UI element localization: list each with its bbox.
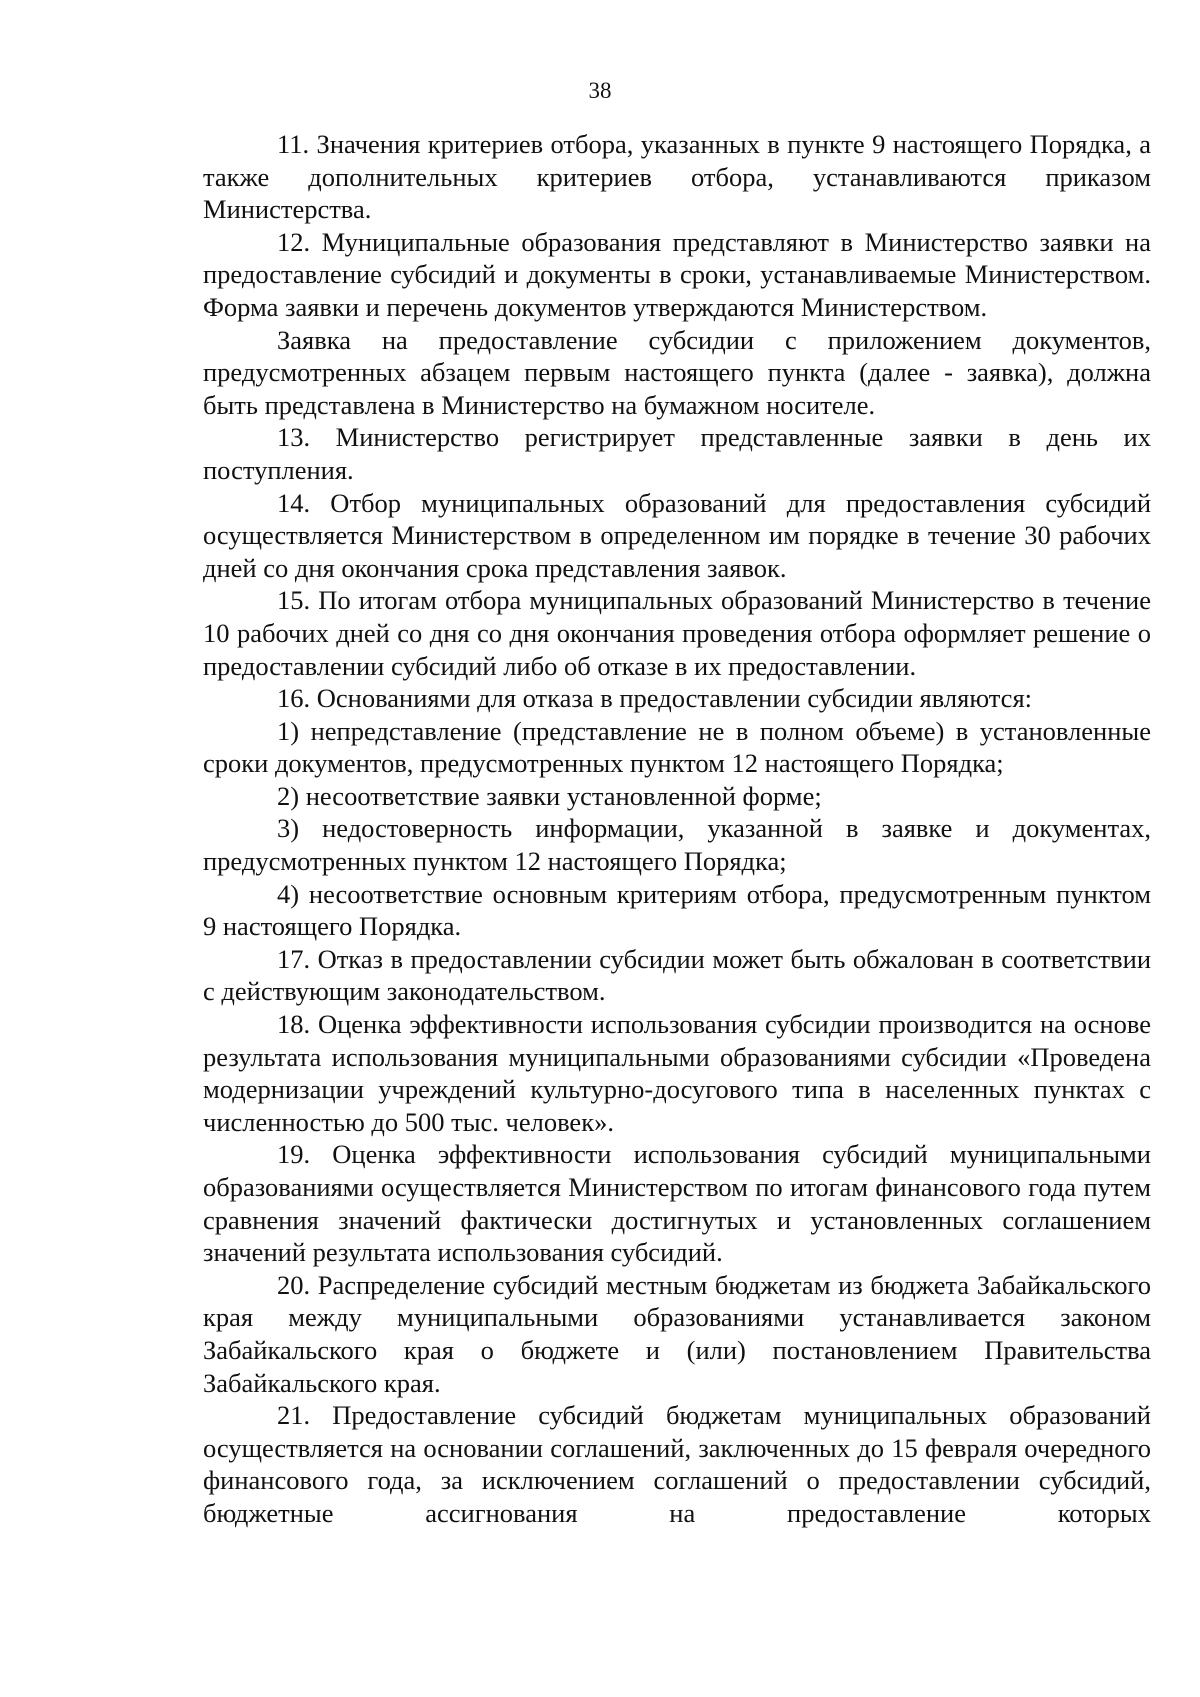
paragraph-17: 17. Отказ в предоставлении субсидии может быть обжалован в соответствии с действующим законодательством. [203, 943, 1151, 1007]
list-item-2: 2) несоответствие заявки установленной форме; [277, 780, 822, 811]
paragraph-11: 11. Значения критериев отбора, указанных в пункте 9 настоящего Порядка, а также дополнительных критериев отбора, устанавливаются приказом Министерства. [203, 129, 1151, 225]
paragraph-12: 12. Муниципальные образования представляют в Министерство заявки на предоставление субсидий и документы в сроки, устанавливаемые Министерством. Форма заявки и перечень документов утверждаются Министерством. [203, 226, 1151, 322]
list-item-3: 3) недостоверность информации, указанной в заявке и документах, предусмотренных пунктом 12 настоящего Порядка; [203, 813, 1151, 877]
paragraph-15: 15. По итогам отбора муниципальных образований Министерство в течение 10 рабочих дней со дня со дня окончания проведения отбора оформляет решение о предоставлении субсидий либо об отказе в их предоставлении. [203, 585, 1151, 681]
paragraph-12-application: Заявка на предоставление субсидии с приложением документов, предусмотренных абзацем первым настоящего пункта (далее - заявка), должна быть представлена в Министерство на бумажном носителе. [203, 324, 1151, 420]
list-item-1: 1) непредставление (представление не в полном объеме) в установленные сроки документов, предусмотренных пунктом 12 настоящего Порядка; [203, 715, 1151, 779]
paragraph-13: 13. Министерство регистрирует представленные заявки в день их поступления. [203, 422, 1151, 485]
list-item-4: 4) несоответствие основным критериям отбора, предусмотренным пунктом 9 настоящего Порядка. [203, 878, 1151, 942]
paragraph-18: 18. Оценка эффективности использования субсидии производится на основе результата использования муниципальными образованиями субсидии «Проведена модернизации учреждений культурно-досугового типа в населенных пунктах с численностью до 500 тыс. человек». [203, 1009, 1151, 1137]
paragraph-21: 21. Предоставление субсидий бюджетам муниципальных образований осуществляется на основании соглашений, заключенных до 15 февраля очередного финансового года, за исключением соглашений о предоставлении субсидий, бюджетные ассигнования на предоставление которых [203, 1400, 1151, 1528]
paragraph-16: 16. Основаниями для отказа в предоставлении субсидии являются: [277, 683, 1032, 714]
document-body [203, 128, 1151, 1530]
page-number: 38 [588, 78, 612, 103]
paragraph-20: 20. Распределение субсидий местным бюджетам из бюджета Забайкальского края между муниципальными образованиями устанавливается законом Забайкальского края о бюджете и (или) постановлением Правительства Забайкальского края. [203, 1269, 1151, 1398]
paragraph-14: 14. Отбор муниципальных образований для предоставления субсидий осуществляется Министерством в определенном им порядке в течение 30 рабочих дней со дня окончания срока представления заявок. [203, 487, 1151, 583]
paragraph-19: 19. Оценка эффективности использования субсидий муниципальными образованиями осуществляется Министерством по итогам финансового года путем сравнения значений фактически достигнутых и установленных соглашением значений результата использования субсидий. [203, 1139, 1151, 1268]
